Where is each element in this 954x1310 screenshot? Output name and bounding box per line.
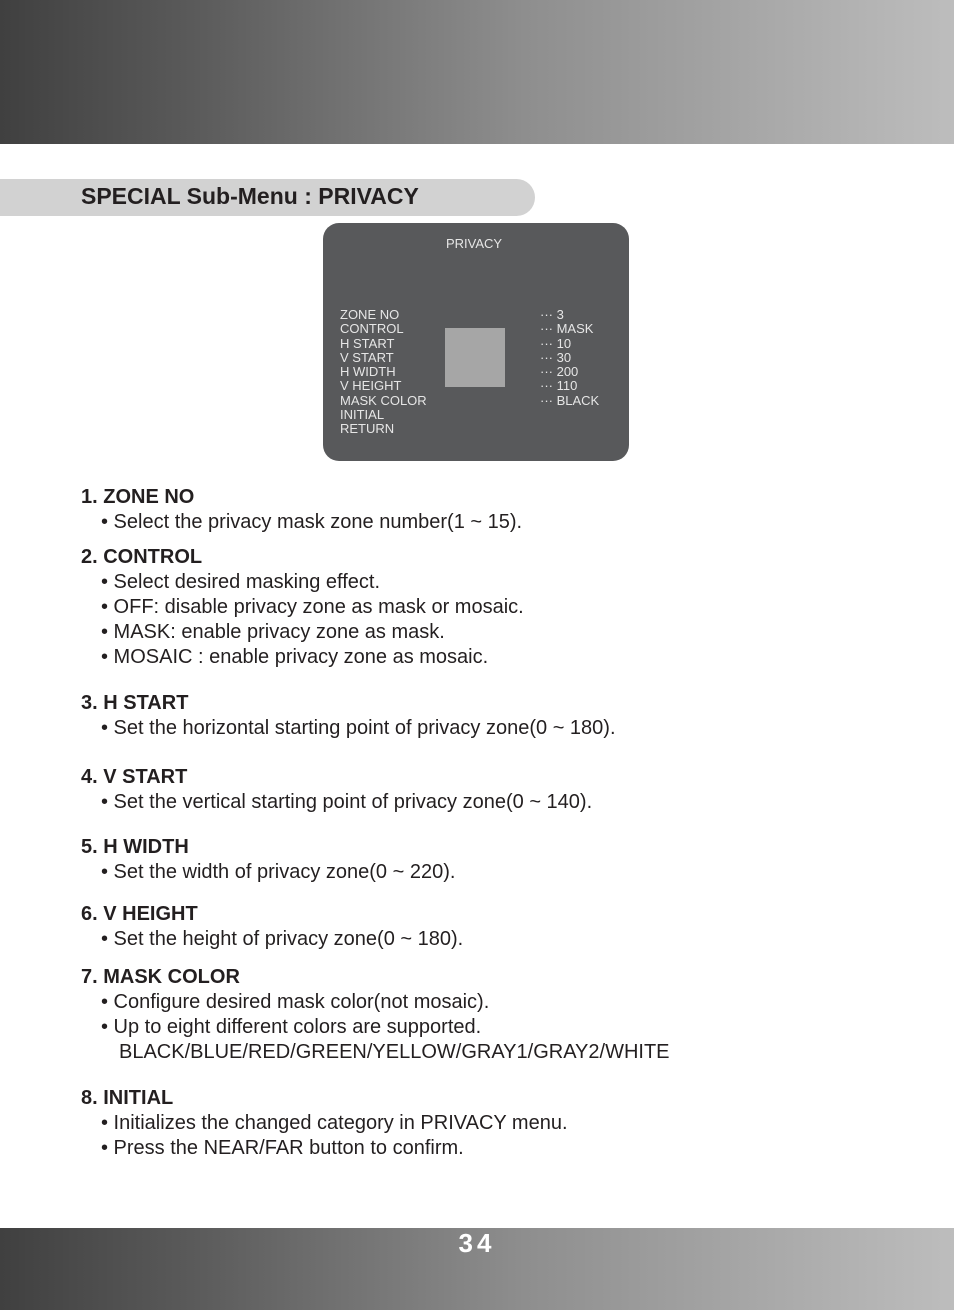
osd-item-control: CONTROL — [340, 321, 404, 337]
item-line: • Initializes the changed category in PRIVACY menu. — [101, 1112, 568, 1134]
osd-privacy-menu — [323, 223, 629, 461]
item-line: • Press the NEAR/FAR button to confirm. — [101, 1137, 464, 1159]
item-line: • MOSAIC : enable privacy zone as mosaic. — [101, 646, 489, 668]
item-heading: 8. INITIAL — [81, 1087, 174, 1109]
osd-item-return: RETURN — [340, 421, 395, 437]
osd-value-h-width: ··· 200 — [540, 364, 579, 380]
osd-value-control: ··· MASK — [540, 321, 594, 337]
item-heading: 6. V HEIGHT — [81, 903, 198, 925]
page-number: 34 — [458, 1228, 496, 1258]
item-h-start — [81, 691, 616, 741]
osd-item-h-width: H WIDTH — [340, 364, 396, 380]
osd-item-list — [340, 308, 427, 437]
item-heading: 4. V START — [81, 766, 188, 788]
item-line: • Select desired masking effect. — [101, 571, 380, 593]
item-mask-color — [81, 965, 670, 1065]
item-heading: 3. H START — [81, 692, 189, 714]
item-line: • Set the width of privacy zone(0 ~ 220). — [101, 861, 456, 883]
osd-item-v-height: V HEIGHT — [340, 378, 402, 394]
osd-value-v-start: ··· 30 — [540, 349, 572, 365]
item-line: • OFF: disable privacy zone as mask or mosaic. — [101, 596, 524, 618]
osd-value-mask-color: ··· BLACK — [540, 392, 600, 408]
item-line: • MASK: enable privacy zone as mask. — [101, 621, 445, 643]
item-line: • Configure desired mask color(not mosaic). — [101, 991, 490, 1013]
osd-item-zone-no: ZONE NO — [340, 307, 400, 322]
item-line: • Select the privacy mask zone number(1 ~ 15). — [101, 511, 523, 533]
item-v-start — [81, 765, 592, 815]
section-title: SPECIAL Sub-Menu : PRIVACY — [81, 183, 419, 209]
osd-item-initial: INITIAL — [340, 407, 385, 423]
item-color-list: BLACK/BLUE/RED/GREEN/YELLOW/GRAY1/GRAY2/WHITE — [119, 1041, 670, 1063]
item-zone-no — [81, 485, 522, 535]
item-heading: 5. H WIDTH — [81, 836, 189, 858]
item-control — [81, 545, 524, 670]
osd-value-list — [540, 308, 599, 408]
item-heading: 7. MASK COLOR — [81, 966, 240, 988]
osd-menu-title: PRIVACY — [445, 236, 503, 251]
item-line: • Up to eight different colors are supported. — [101, 1016, 482, 1038]
osd-value-zone-no: ··· 3 — [540, 307, 564, 322]
item-h-width — [81, 835, 455, 885]
privacy-mask-preview — [445, 328, 505, 387]
item-line: • Set the horizontal starting point of privacy zone(0 ~ 180). — [101, 717, 616, 739]
osd-value-h-start: ··· 10 — [540, 335, 572, 351]
header-band — [0, 0, 954, 144]
osd-value-v-height: ··· 110 — [540, 378, 578, 394]
item-heading: 1. ZONE NO — [81, 486, 195, 508]
item-initial — [81, 1086, 568, 1161]
osd-item-h-start: H START — [340, 335, 395, 351]
item-line: • Set the vertical starting point of privacy zone(0 ~ 140). — [101, 791, 593, 813]
osd-item-v-start: V START — [340, 349, 394, 365]
item-line: • Set the height of privacy zone(0 ~ 180). — [101, 928, 464, 950]
osd-item-mask-color: MASK COLOR — [340, 392, 427, 408]
item-heading: 2. CONTROL — [81, 546, 203, 568]
item-v-height — [81, 902, 463, 952]
